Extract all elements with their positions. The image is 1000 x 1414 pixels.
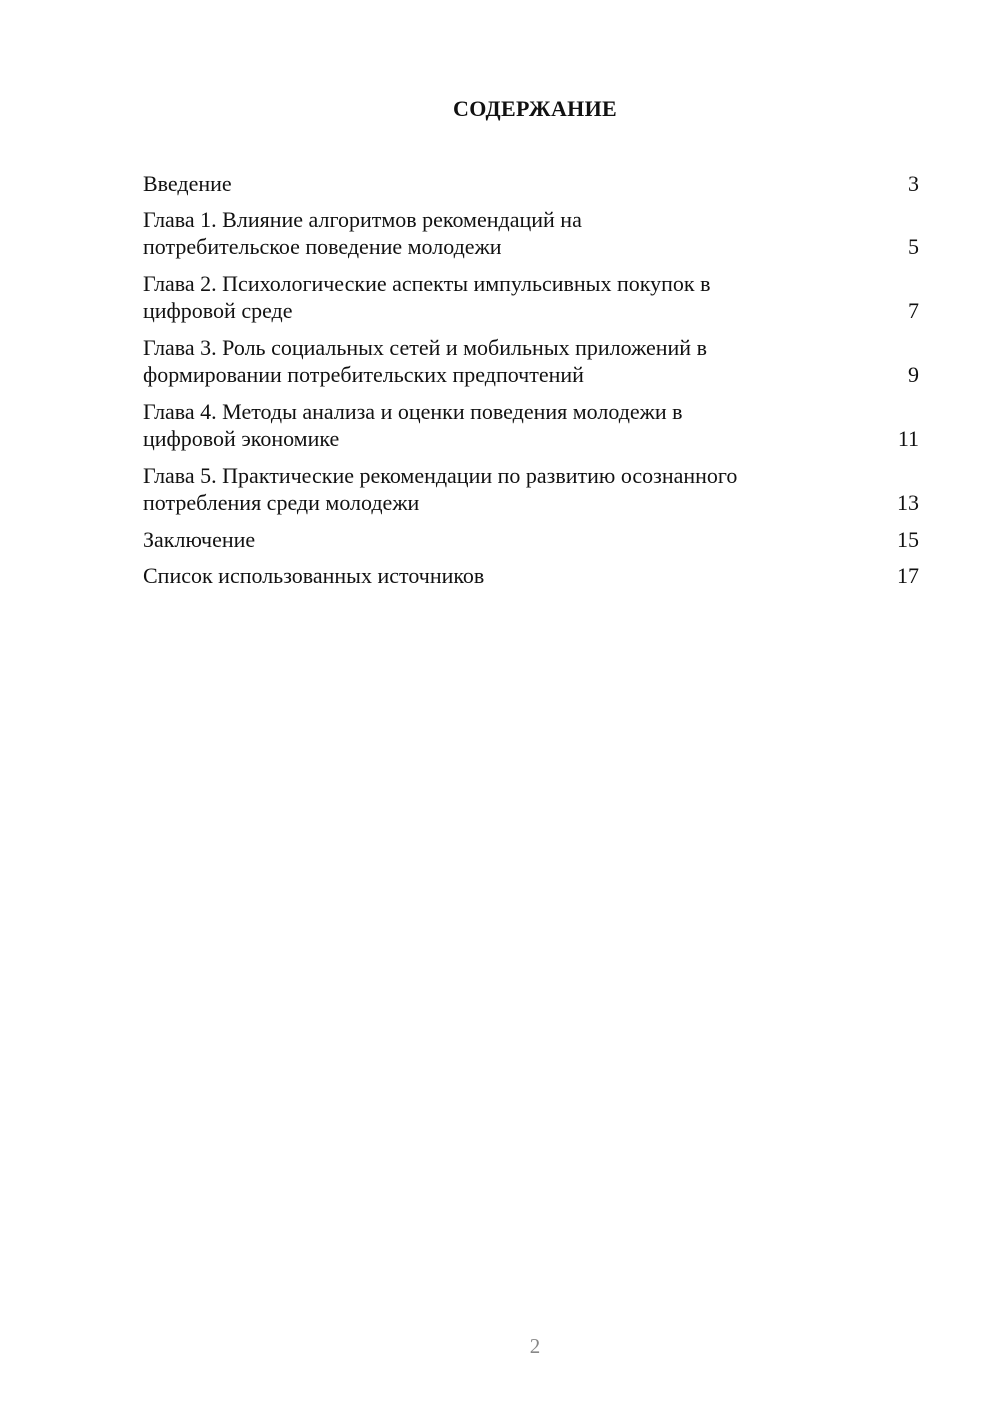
toc-entry-chapter-3 <box>143 334 919 388</box>
page-number: 2 <box>529 1334 541 1358</box>
table-of-contents <box>143 170 919 598</box>
toc-entry-page: 7 <box>908 298 919 323</box>
toc-entry-title: Заключение <box>143 527 256 552</box>
toc-entry-chapter-2 <box>143 270 919 324</box>
toc-entry-chapter-1 <box>143 206 919 260</box>
toc-entry-title: Глава 5. Практические рекомендации по развитию осознанного потребления среди молодежи <box>143 463 738 515</box>
toc-entry-page: 13 <box>897 490 919 515</box>
toc-entry-page: 5 <box>908 234 919 259</box>
toc-entry-title: Список использованных источников <box>143 563 485 588</box>
toc-entry-title: Введение <box>143 171 232 196</box>
toc-entry-page: 3 <box>908 171 919 196</box>
toc-entry-page: 15 <box>897 527 919 552</box>
toc-entry-title: Глава 1. Влияние алгоритмов рекомендаций на потребительское поведение молодежи <box>143 207 582 259</box>
toc-entry-introduction <box>143 170 919 197</box>
toc-entry-page: 11 <box>897 426 919 451</box>
toc-entry-page: 17 <box>897 563 919 588</box>
toc-entry-chapter-4 <box>143 398 919 452</box>
toc-entry-title: Глава 4. Методы анализа и оценки поведения молодежи в цифровой экономике <box>143 399 683 451</box>
toc-entry-title: Глава 2. Психологические аспекты импульсивных покупок в цифровой среде <box>143 271 711 323</box>
toc-entry-title: Глава 3. Роль социальных сетей и мобильных приложений в формировании потребительских предпочтений <box>143 335 707 387</box>
page-title: СОДЕРЖАНИЕ <box>453 96 617 121</box>
toc-entry-page: 9 <box>908 362 919 387</box>
toc-entry-conclusion <box>143 526 919 553</box>
toc-entry-chapter-5 <box>143 462 919 516</box>
toc-entry-references <box>143 562 919 589</box>
